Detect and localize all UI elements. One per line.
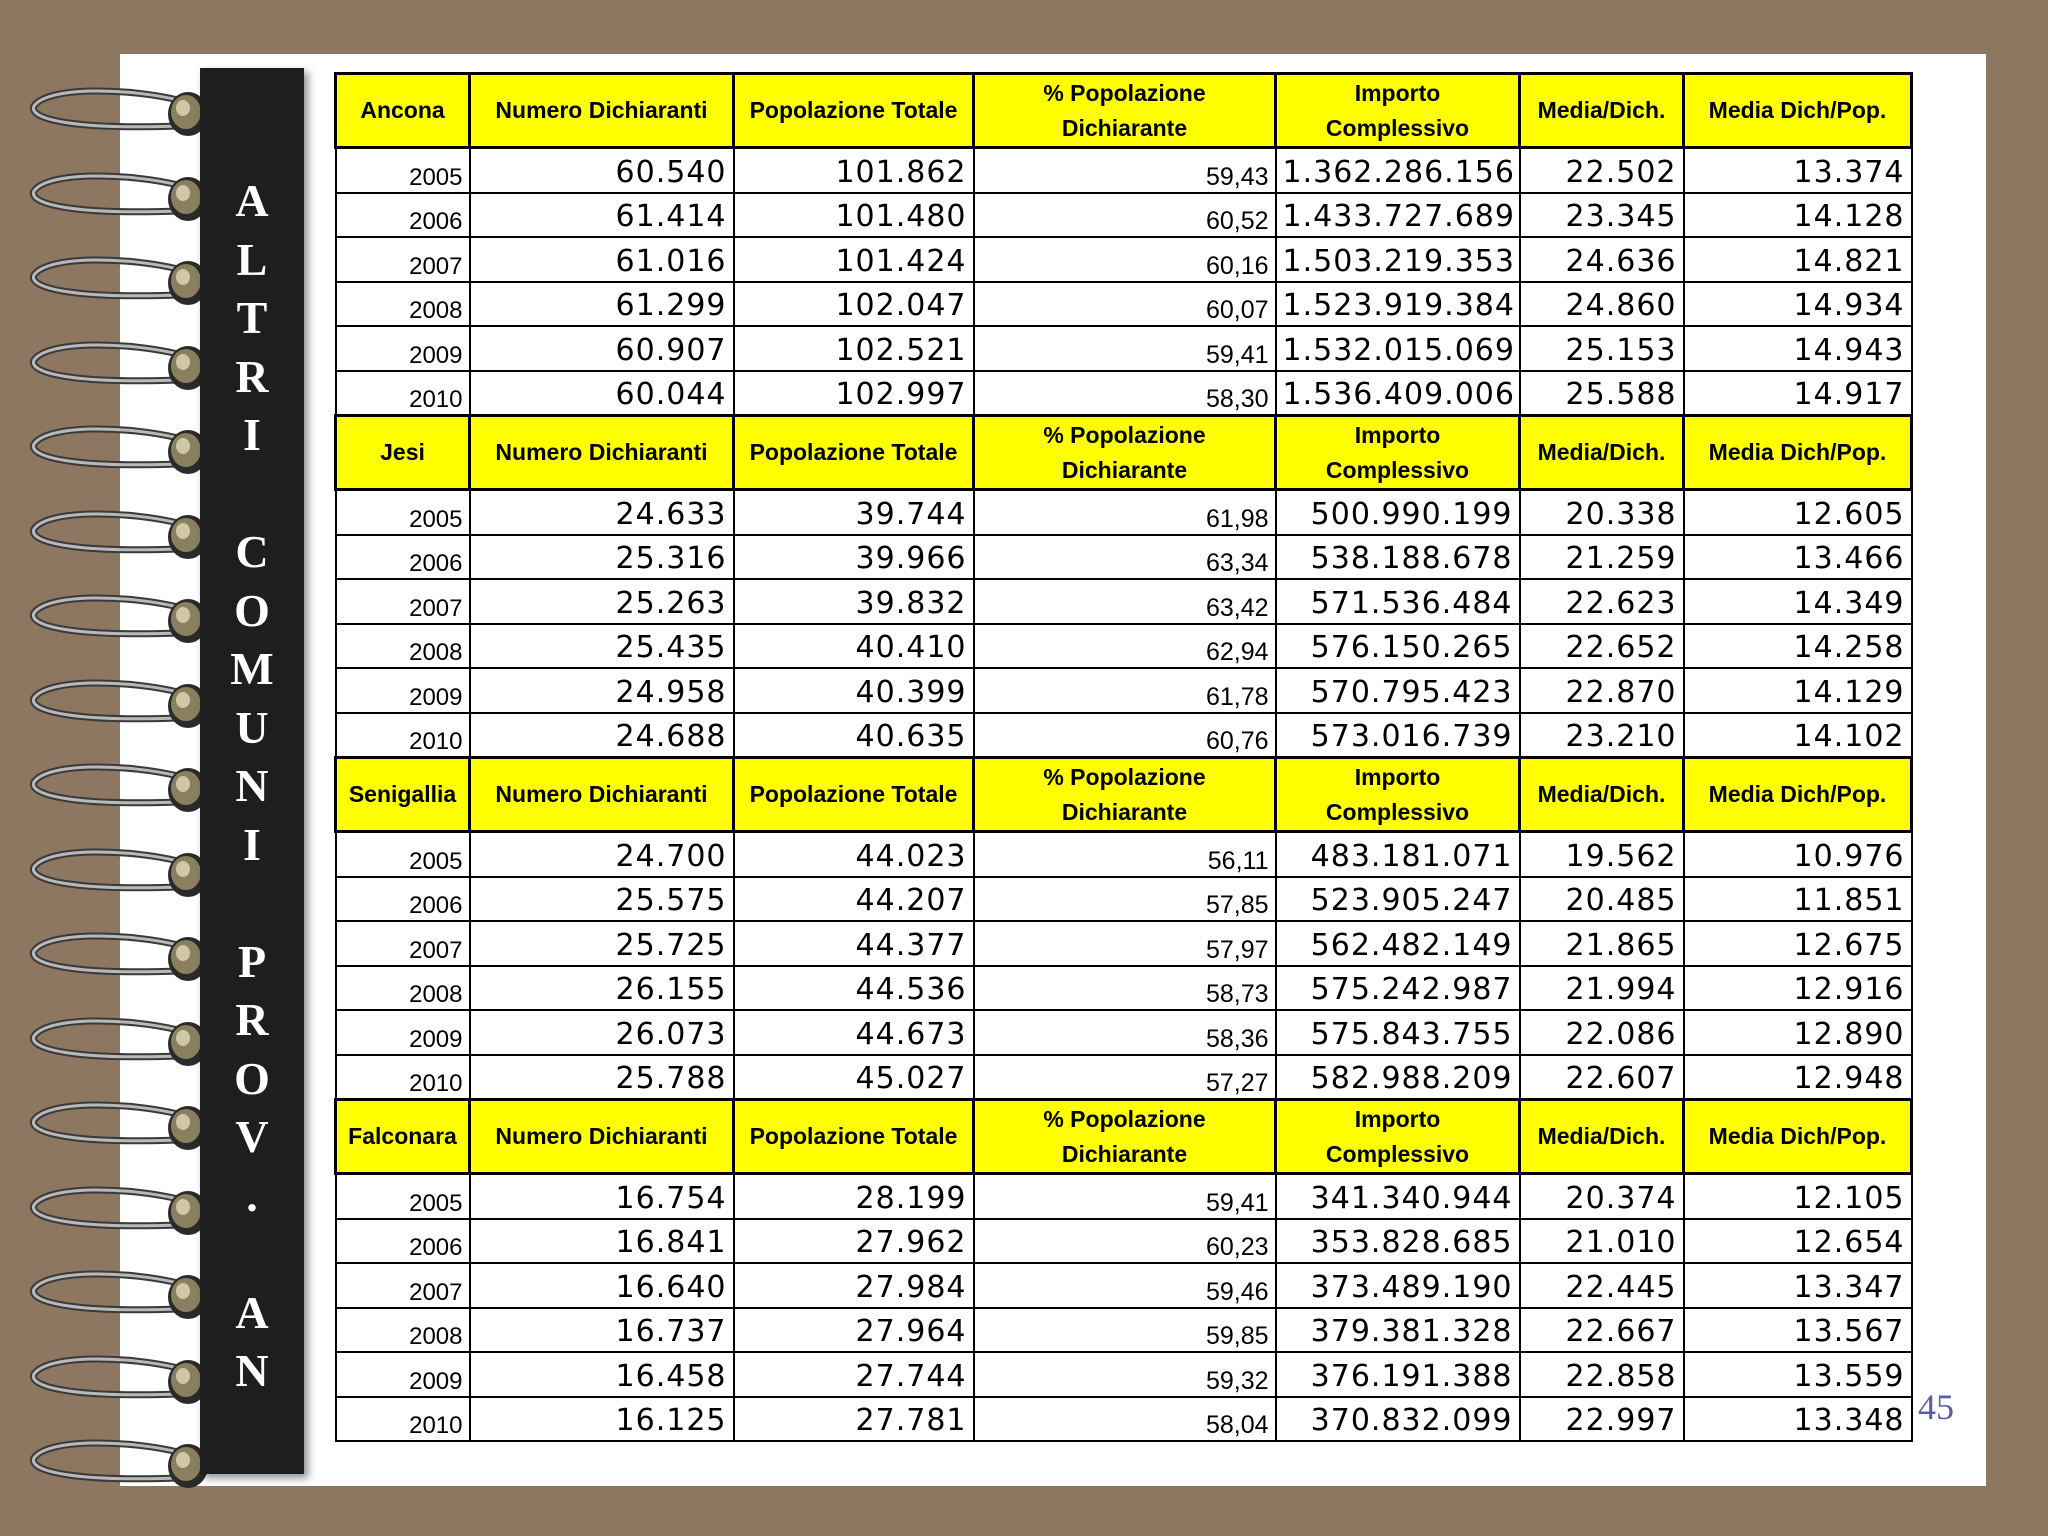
vertical-title-char xyxy=(200,874,304,933)
value-cell: 341.340.944 xyxy=(1276,1174,1520,1219)
column-header: Media Dich/Pop. xyxy=(1684,1100,1912,1174)
year-cell: 2006 xyxy=(336,535,470,580)
value-cell: 23.345 xyxy=(1520,193,1684,238)
year-cell: 2010 xyxy=(336,371,470,416)
value-cell: 24.636 xyxy=(1520,237,1684,282)
value-cell: 576.150.265 xyxy=(1276,624,1520,669)
value-cell: 59,85 xyxy=(974,1308,1276,1353)
binding-ring-icon xyxy=(28,501,208,571)
value-cell: 56,11 xyxy=(974,832,1276,877)
year-cell: 2009 xyxy=(336,326,470,371)
value-cell: 500.990.199 xyxy=(1276,490,1520,535)
value-cell: 14.934 xyxy=(1684,282,1912,327)
vertical-title-char: A xyxy=(235,175,269,226)
value-cell: 102.521 xyxy=(734,326,974,371)
year-cell: 2005 xyxy=(336,490,470,535)
value-cell: 12.890 xyxy=(1684,1010,1912,1055)
value-cell: 25.153 xyxy=(1520,326,1684,371)
value-cell: 60,16 xyxy=(974,237,1276,282)
column-header: Popolazione Totale xyxy=(734,416,974,490)
vertical-title-char: O xyxy=(234,584,270,636)
value-cell: 13.348 xyxy=(1684,1397,1912,1442)
value-cell: 57,27 xyxy=(974,1055,1276,1100)
value-cell: 19.562 xyxy=(1520,832,1684,877)
year-cell: 2005 xyxy=(336,832,470,877)
column-header: Media/Dich. xyxy=(1520,74,1684,148)
table-row xyxy=(336,1010,1912,1055)
value-cell: 39.966 xyxy=(734,535,974,580)
value-cell: 14.917 xyxy=(1684,371,1912,416)
value-cell: 1.503.219.353 xyxy=(1276,237,1520,282)
value-cell: 63,34 xyxy=(974,535,1276,580)
column-header: % Popolazione Dichiarante xyxy=(974,1100,1276,1174)
vertical-title-char: . xyxy=(246,1169,258,1221)
value-cell: 101.480 xyxy=(734,193,974,238)
value-cell: 63,42 xyxy=(974,579,1276,624)
value-cell: 14.821 xyxy=(1684,237,1912,282)
value-cell: 59,43 xyxy=(974,148,1276,193)
year-cell: 2006 xyxy=(336,193,470,238)
column-header: % Popolazione Dichiarante xyxy=(974,758,1276,832)
vertical-title-char: R xyxy=(235,994,269,1045)
table-row xyxy=(336,921,1912,966)
table-row xyxy=(336,877,1912,922)
value-cell: 22.086 xyxy=(1520,1010,1684,1055)
column-header: Importo Complessivo xyxy=(1276,1100,1520,1174)
table-row xyxy=(336,371,1912,416)
city-name: Falconara xyxy=(336,1100,470,1174)
vertical-title-char xyxy=(200,1225,304,1284)
year-cell: 2005 xyxy=(336,148,470,193)
value-cell: 376.191.388 xyxy=(1276,1352,1520,1397)
binding-ring-icon xyxy=(28,416,208,486)
column-header: Popolazione Totale xyxy=(734,758,974,832)
vertical-title-char: L xyxy=(236,233,268,285)
year-cell: 2010 xyxy=(336,713,470,758)
binding-ring-icon xyxy=(28,670,208,740)
value-cell: 571.536.484 xyxy=(1276,579,1520,624)
value-cell: 14.129 xyxy=(1684,668,1912,713)
value-cell: 45.027 xyxy=(734,1055,974,1100)
vertical-title-char: N xyxy=(235,1345,269,1396)
city-name: Senigallia xyxy=(336,758,470,832)
binding-ring-icon xyxy=(28,1008,208,1078)
table-row xyxy=(336,1174,1912,1219)
column-header: % Popolazione Dichiarante xyxy=(974,74,1276,148)
value-cell: 44.536 xyxy=(734,966,974,1011)
year-cell: 2006 xyxy=(336,1219,470,1264)
value-cell: 16.841 xyxy=(470,1219,734,1264)
column-header: Media Dich/Pop. xyxy=(1684,416,1912,490)
value-cell: 12.948 xyxy=(1684,1055,1912,1100)
vertical-title-char: C xyxy=(235,526,269,577)
value-cell: 60,23 xyxy=(974,1219,1276,1264)
value-cell: 16.640 xyxy=(470,1263,734,1308)
value-cell: 22.623 xyxy=(1520,579,1684,624)
vertical-title-char: N xyxy=(235,760,269,811)
value-cell: 24.700 xyxy=(470,832,734,877)
value-cell: 22.607 xyxy=(1520,1055,1684,1100)
value-cell: 59,32 xyxy=(974,1352,1276,1397)
value-cell: 16.458 xyxy=(470,1352,734,1397)
year-cell: 2008 xyxy=(336,282,470,327)
value-cell: 1.536.409.006 xyxy=(1276,371,1520,416)
value-cell: 22.858 xyxy=(1520,1352,1684,1397)
value-cell: 24.860 xyxy=(1520,282,1684,327)
year-cell: 2009 xyxy=(336,668,470,713)
section-header-row xyxy=(336,416,1912,490)
column-header: Importo Complessivo xyxy=(1276,416,1520,490)
value-cell: 25.725 xyxy=(470,921,734,966)
vertical-title-char xyxy=(200,465,304,524)
value-cell: 582.988.209 xyxy=(1276,1055,1520,1100)
value-cell: 12.105 xyxy=(1684,1174,1912,1219)
value-cell: 23.210 xyxy=(1520,713,1684,758)
value-cell: 102.047 xyxy=(734,282,974,327)
table-row xyxy=(336,832,1912,877)
table-row xyxy=(336,579,1912,624)
table-row xyxy=(336,326,1912,371)
value-cell: 21.259 xyxy=(1520,535,1684,580)
value-cell: 562.482.149 xyxy=(1276,921,1520,966)
year-cell: 2008 xyxy=(336,624,470,669)
column-header: Numero Dichiaranti xyxy=(470,758,734,832)
value-cell: 24.633 xyxy=(470,490,734,535)
binding-ring-icon xyxy=(28,585,208,655)
value-cell: 26.073 xyxy=(470,1010,734,1055)
value-cell: 12.605 xyxy=(1684,490,1912,535)
value-cell: 61,98 xyxy=(974,490,1276,535)
value-cell: 59,41 xyxy=(974,326,1276,371)
value-cell: 102.997 xyxy=(734,371,974,416)
column-header: Media/Dich. xyxy=(1520,1100,1684,1174)
value-cell: 21.865 xyxy=(1520,921,1684,966)
section-header-row xyxy=(336,74,1912,148)
column-header: % Popolazione Dichiarante xyxy=(974,416,1276,490)
column-header: Popolazione Totale xyxy=(734,74,974,148)
value-cell: 538.188.678 xyxy=(1276,535,1520,580)
value-cell: 61.414 xyxy=(470,193,734,238)
value-cell: 379.381.328 xyxy=(1276,1308,1520,1353)
value-cell: 14.128 xyxy=(1684,193,1912,238)
city-name: Jesi xyxy=(336,416,470,490)
value-cell: 25.263 xyxy=(470,579,734,624)
vertical-title-char: I xyxy=(243,818,261,870)
table-row xyxy=(336,1352,1912,1397)
table-row xyxy=(336,237,1912,282)
value-cell: 1.532.015.069 xyxy=(1276,326,1520,371)
value-cell: 353.828.685 xyxy=(1276,1219,1520,1264)
value-cell: 22.445 xyxy=(1520,1263,1684,1308)
value-cell: 14.349 xyxy=(1684,579,1912,624)
value-cell: 370.832.099 xyxy=(1276,1397,1520,1442)
vertical-title-char: O xyxy=(234,1052,270,1104)
column-header: Numero Dichiaranti xyxy=(470,416,734,490)
binding-ring-icon xyxy=(28,332,208,402)
value-cell: 11.851 xyxy=(1684,877,1912,922)
value-cell: 40.399 xyxy=(734,668,974,713)
year-cell: 2009 xyxy=(336,1010,470,1055)
value-cell: 21.010 xyxy=(1520,1219,1684,1264)
value-cell: 570.795.423 xyxy=(1276,668,1520,713)
column-header: Importo Complessivo xyxy=(1276,74,1520,148)
year-cell: 2006 xyxy=(336,877,470,922)
year-cell: 2008 xyxy=(336,966,470,1011)
value-cell: 27.964 xyxy=(734,1308,974,1353)
value-cell: 57,85 xyxy=(974,877,1276,922)
vertical-title-char: V xyxy=(235,1111,269,1162)
value-cell: 60,52 xyxy=(974,193,1276,238)
table-row xyxy=(336,1263,1912,1308)
vertical-title-char: T xyxy=(236,292,268,343)
value-cell: 13.567 xyxy=(1684,1308,1912,1353)
column-header: Media/Dich. xyxy=(1520,416,1684,490)
section-header-row xyxy=(336,758,1912,832)
table-row xyxy=(336,1308,1912,1353)
year-cell: 2008 xyxy=(336,1308,470,1353)
vertical-title-char: P xyxy=(237,935,267,987)
binding-ring-icon xyxy=(28,78,208,148)
value-cell: 61.299 xyxy=(470,282,734,327)
binding-ring-icon xyxy=(28,1261,208,1331)
value-cell: 27.781 xyxy=(734,1397,974,1442)
vertical-title-char: A xyxy=(235,1286,269,1338)
binding-ring-icon xyxy=(28,839,208,909)
value-cell: 25.316 xyxy=(470,535,734,580)
table-row xyxy=(336,1219,1912,1264)
value-cell: 60,07 xyxy=(974,282,1276,327)
value-cell: 22.870 xyxy=(1520,668,1684,713)
value-cell: 58,30 xyxy=(974,371,1276,416)
value-cell: 16.754 xyxy=(470,1174,734,1219)
value-cell: 61,78 xyxy=(974,668,1276,713)
value-cell: 14.943 xyxy=(1684,326,1912,371)
value-cell: 44.377 xyxy=(734,921,974,966)
value-cell: 27.984 xyxy=(734,1263,974,1308)
value-cell: 13.466 xyxy=(1684,535,1912,580)
table-row xyxy=(336,668,1912,713)
table-row xyxy=(336,1397,1912,1442)
value-cell: 58,73 xyxy=(974,966,1276,1011)
value-cell: 59,41 xyxy=(974,1174,1276,1219)
value-cell: 13.559 xyxy=(1684,1352,1912,1397)
section-header-row xyxy=(336,1100,1912,1174)
value-cell: 20.485 xyxy=(1520,877,1684,922)
value-cell: 39.832 xyxy=(734,579,974,624)
value-cell: 40.410 xyxy=(734,624,974,669)
value-cell: 60.540 xyxy=(470,148,734,193)
value-cell: 22.667 xyxy=(1520,1308,1684,1353)
year-cell: 2005 xyxy=(336,1174,470,1219)
value-cell: 28.199 xyxy=(734,1174,974,1219)
value-cell: 575.242.987 xyxy=(1276,966,1520,1011)
value-cell: 24.958 xyxy=(470,668,734,713)
value-cell: 40.635 xyxy=(734,713,974,758)
tax-data-table xyxy=(334,72,1913,1442)
table-row xyxy=(336,713,1912,758)
value-cell: 373.489.190 xyxy=(1276,1263,1520,1308)
value-cell: 62,94 xyxy=(974,624,1276,669)
year-cell: 2007 xyxy=(336,237,470,282)
page-number: 45 xyxy=(1918,1387,1954,1427)
value-cell: 1.362.286.156 xyxy=(1276,148,1520,193)
value-cell: 59,46 xyxy=(974,1263,1276,1308)
value-cell: 1.523.919.384 xyxy=(1276,282,1520,327)
value-cell: 58,36 xyxy=(974,1010,1276,1055)
value-cell: 101.862 xyxy=(734,148,974,193)
table-row xyxy=(336,148,1912,193)
value-cell: 483.181.071 xyxy=(1276,832,1520,877)
column-header: Media Dich/Pop. xyxy=(1684,758,1912,832)
value-cell: 57,97 xyxy=(974,921,1276,966)
table-row xyxy=(336,535,1912,580)
value-cell: 10.976 xyxy=(1684,832,1912,877)
value-cell: 60,76 xyxy=(974,713,1276,758)
binding-ring-icon xyxy=(28,163,208,233)
value-cell: 575.843.755 xyxy=(1276,1010,1520,1055)
binding-ring-icon xyxy=(28,1092,208,1162)
table-row xyxy=(336,966,1912,1011)
column-header: Popolazione Totale xyxy=(734,1100,974,1174)
value-cell: 16.737 xyxy=(470,1308,734,1353)
value-cell: 523.905.247 xyxy=(1276,877,1520,922)
table-row xyxy=(336,490,1912,535)
value-cell: 61.016 xyxy=(470,237,734,282)
value-cell: 27.962 xyxy=(734,1219,974,1264)
value-cell: 44.207 xyxy=(734,877,974,922)
vertical-title-char: M xyxy=(230,643,274,694)
value-cell: 22.502 xyxy=(1520,148,1684,193)
value-cell: 60.907 xyxy=(470,326,734,371)
value-cell: 13.347 xyxy=(1684,1263,1912,1308)
value-cell: 20.374 xyxy=(1520,1174,1684,1219)
binding-ring-icon xyxy=(28,754,208,824)
value-cell: 16.125 xyxy=(470,1397,734,1442)
value-cell: 14.102 xyxy=(1684,713,1912,758)
table-row xyxy=(336,282,1912,327)
value-cell: 58,04 xyxy=(974,1397,1276,1442)
value-cell: 12.675 xyxy=(1684,921,1912,966)
binding-ring-icon xyxy=(28,247,208,317)
year-cell: 2010 xyxy=(336,1397,470,1442)
column-header: Importo Complessivo xyxy=(1276,758,1520,832)
binding-ring-icon xyxy=(28,1177,208,1247)
value-cell: 13.374 xyxy=(1684,148,1912,193)
value-cell: 27.744 xyxy=(734,1352,974,1397)
value-cell: 25.788 xyxy=(470,1055,734,1100)
column-header: Media/Dich. xyxy=(1520,758,1684,832)
year-cell: 2009 xyxy=(336,1352,470,1397)
value-cell: 22.997 xyxy=(1520,1397,1684,1442)
binding-ring-icon xyxy=(28,1346,208,1416)
column-header: Media Dich/Pop. xyxy=(1684,74,1912,148)
table-row xyxy=(336,1055,1912,1100)
column-header: Numero Dichiaranti xyxy=(470,74,734,148)
value-cell: 60.044 xyxy=(470,371,734,416)
vertical-title-char: U xyxy=(235,701,269,753)
year-cell: 2010 xyxy=(336,1055,470,1100)
value-cell: 12.654 xyxy=(1684,1219,1912,1264)
value-cell: 14.258 xyxy=(1684,624,1912,669)
binding-ring-icon xyxy=(28,923,208,993)
value-cell: 26.155 xyxy=(470,966,734,1011)
vertical-title-bar xyxy=(200,68,304,1474)
value-cell: 44.023 xyxy=(734,832,974,877)
vertical-title-char: R xyxy=(235,350,269,402)
year-cell: 2007 xyxy=(336,921,470,966)
column-header: Numero Dichiaranti xyxy=(470,1100,734,1174)
value-cell: 39.744 xyxy=(734,490,974,535)
value-cell: 573.016.739 xyxy=(1276,713,1520,758)
year-cell: 2007 xyxy=(336,579,470,624)
table-row xyxy=(336,193,1912,238)
vertical-title-char: I xyxy=(243,409,261,460)
value-cell: 1.433.727.689 xyxy=(1276,193,1520,238)
value-cell: 12.916 xyxy=(1684,966,1912,1011)
binding-ring-icon xyxy=(28,1430,208,1500)
value-cell: 25.588 xyxy=(1520,371,1684,416)
value-cell: 24.688 xyxy=(470,713,734,758)
table-row xyxy=(336,624,1912,669)
value-cell: 25.575 xyxy=(470,877,734,922)
value-cell: 25.435 xyxy=(470,624,734,669)
city-name: Ancona xyxy=(336,74,470,148)
value-cell: 20.338 xyxy=(1520,490,1684,535)
year-cell: 2007 xyxy=(336,1263,470,1308)
value-cell: 22.652 xyxy=(1520,624,1684,669)
value-cell: 44.673 xyxy=(734,1010,974,1055)
value-cell: 101.424 xyxy=(734,237,974,282)
value-cell: 21.994 xyxy=(1520,966,1684,1011)
